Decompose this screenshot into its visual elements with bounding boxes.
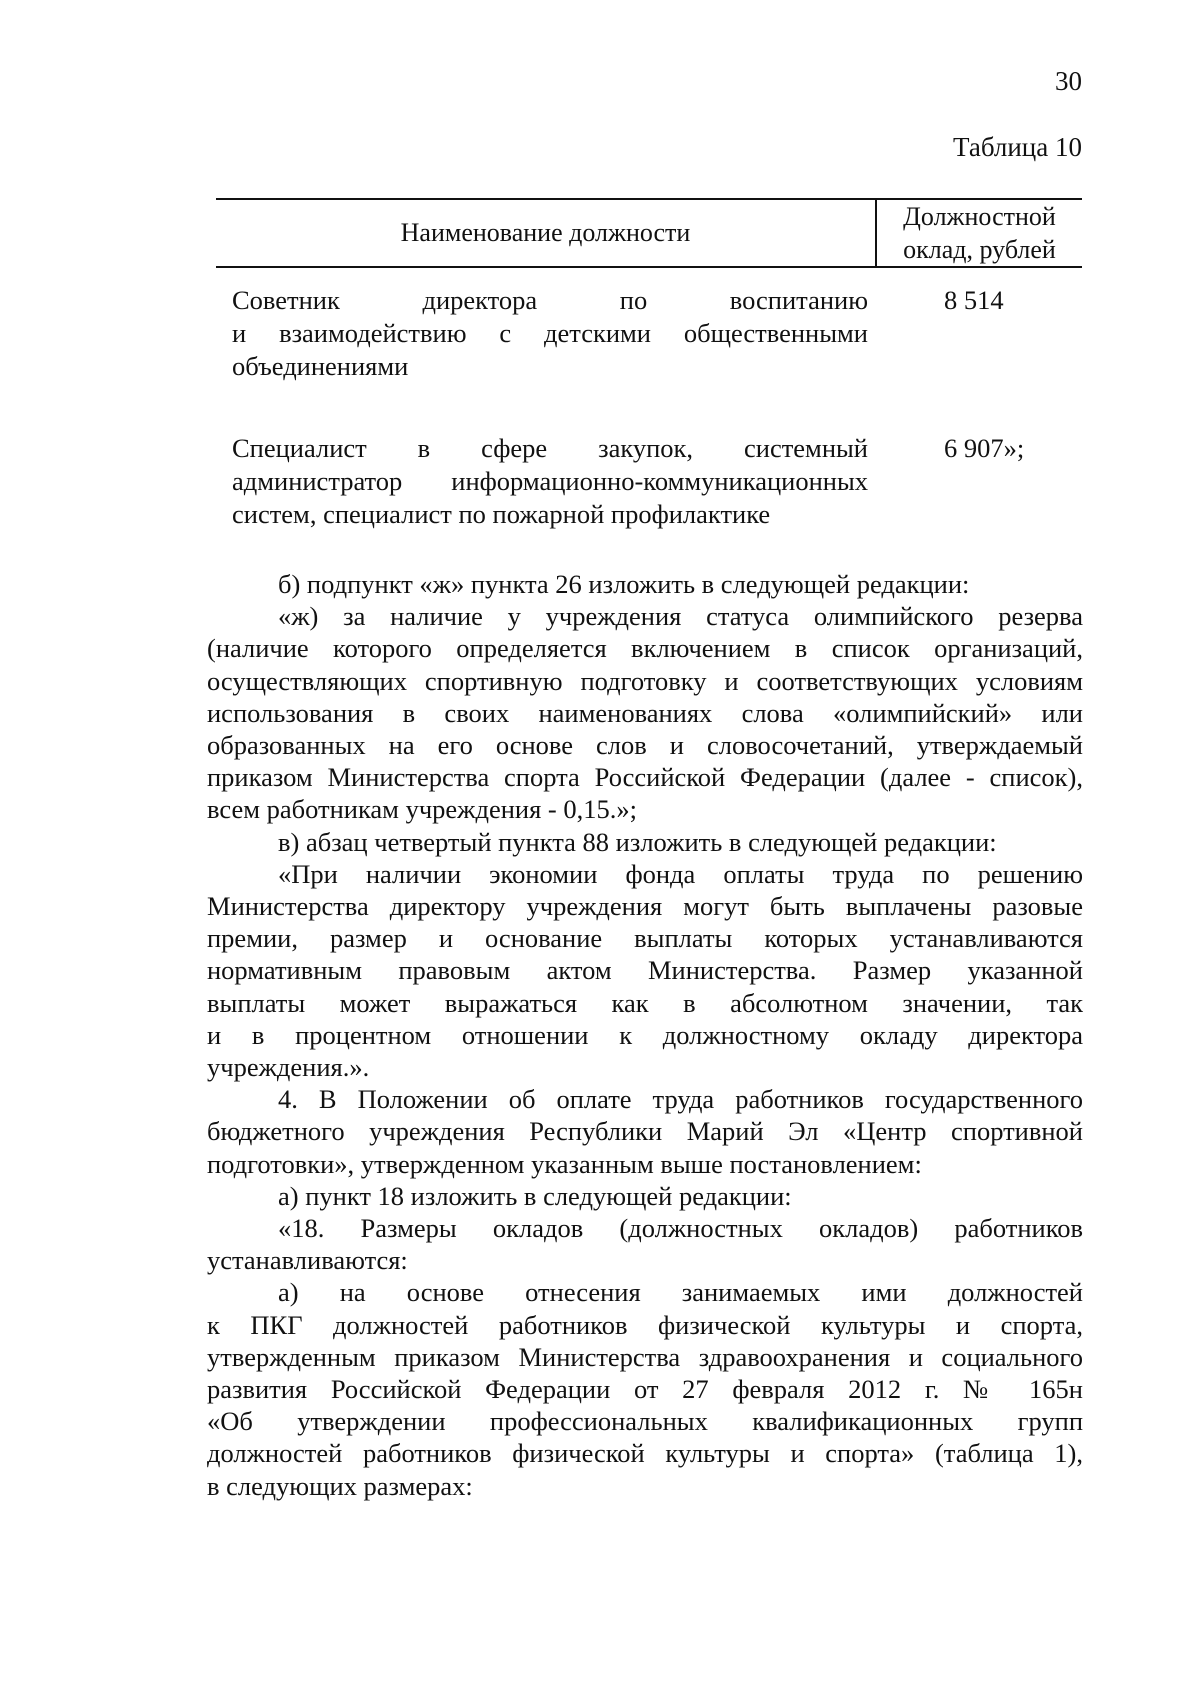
position-name <box>232 432 868 531</box>
column-header-salary-line2: оклад, рублей <box>903 235 1056 264</box>
text-line: и взаимодействию с детскими общественными <box>232 318 868 348</box>
text-line: объединениями <box>232 351 409 381</box>
paragraph <box>207 1276 1083 1501</box>
text-line: а) пункт 18 изложить в следующей редакции: <box>278 1180 792 1211</box>
text-line: бюджетного учреждения Республики Марий Эл «Центр спортивной <box>207 1116 1083 1147</box>
paragraph <box>207 1212 1083 1276</box>
text-line: Министерства директору учреждения могут быть выплачены разовые <box>207 891 1083 922</box>
text-line: «При наличии экономии фонда оплаты труда по решению <box>278 858 1083 889</box>
text-line: использования в своих наименованиях слова «олимпийский» или <box>207 697 1083 728</box>
text-line: учреждения.». <box>207 1052 370 1083</box>
text-line: «Об утверждении профессиональных квалификационных групп <box>207 1406 1083 1437</box>
text-line: устанавливаются: <box>207 1245 408 1276</box>
text-line: и в процентном отношении к должностному окладу директора <box>207 1019 1083 1050</box>
text-line: нормативным правовым актом Министерства. Размер указанной <box>207 955 1083 986</box>
text-line: в следующих размерах: <box>207 1470 473 1501</box>
text-line: образованных на его основе слов и словосочетаний, утверждаемый <box>207 730 1083 761</box>
column-header-salary <box>877 200 1082 266</box>
table-row <box>232 284 1082 383</box>
paragraph <box>207 1180 1083 1212</box>
salary-value: 6 907»; <box>944 433 1025 463</box>
text-line: к ПКГ должностей работников физической культуры и спорта, <box>207 1309 1083 1340</box>
text-line: всем работникам учреждения - 0,15.»; <box>207 794 637 825</box>
text-line: подготовки», утвержденном указанным выше постановлением: <box>207 1148 922 1179</box>
text-line: «ж) за наличие у учреждения статуса олимпийского резерва <box>278 601 1083 632</box>
text-line: развития Российской Федерации от 27 февраля 2012 г. № 165н <box>207 1374 1083 1405</box>
text-line: а) на основе отнесения занимаемых ими должностей <box>278 1277 1083 1308</box>
text-line: утвержденным приказом Министерства здравоохранения и социального <box>207 1341 1083 1372</box>
table-row <box>232 432 1082 531</box>
text-line: систем, специалист по пожарной профилактике <box>232 499 771 529</box>
paragraph <box>207 600 1083 825</box>
page-number: 30 <box>1055 66 1082 96</box>
text-line: приказом Министерства спорта Российской Федерации (далее - список), <box>207 762 1083 793</box>
position-name <box>232 284 868 383</box>
text-line: Специалист в сфере закупок, системный <box>232 433 868 463</box>
text-line: б) подпункт «ж» пункта 26 изложить в следующей редакции: <box>278 569 970 599</box>
paragraph <box>207 826 1083 858</box>
text-line: (наличие которого определяется включением в список организаций, <box>207 633 1083 664</box>
paragraph <box>207 858 1083 1083</box>
column-header-position: Наименование должности <box>216 200 877 266</box>
column-header-salary-line1: Должностной <box>903 202 1056 231</box>
table-caption: Таблица 10 <box>953 132 1082 162</box>
text-line: осуществляющих спортивную подготовку и соответствующих условиям <box>207 665 1083 696</box>
text-line: «18. Размеры окладов (должностных окладов) работников <box>278 1213 1083 1244</box>
table-header <box>216 198 1082 268</box>
text-line: администратор информационно-коммуникационных <box>232 466 868 496</box>
text-line: премии, размер и основание выплаты которых устанавливаются <box>207 923 1083 954</box>
text-line: 4. В Положении об оплате труда работников государственного <box>278 1084 1083 1115</box>
salary-value: 8 514 <box>944 285 1004 315</box>
text-line: выплаты может выражаться как в абсолютном значении, так <box>207 987 1083 1018</box>
paragraph <box>207 1083 1083 1180</box>
text-line: должностей работников физической культуры и спорта» (таблица 1), <box>207 1438 1083 1469</box>
body-text <box>207 568 1083 1502</box>
text-line: Советник директора по воспитанию <box>232 285 868 315</box>
text-line: в) абзац четвертый пункта 88 изложить в следующей редакции: <box>278 826 997 857</box>
paragraph <box>207 568 1083 600</box>
